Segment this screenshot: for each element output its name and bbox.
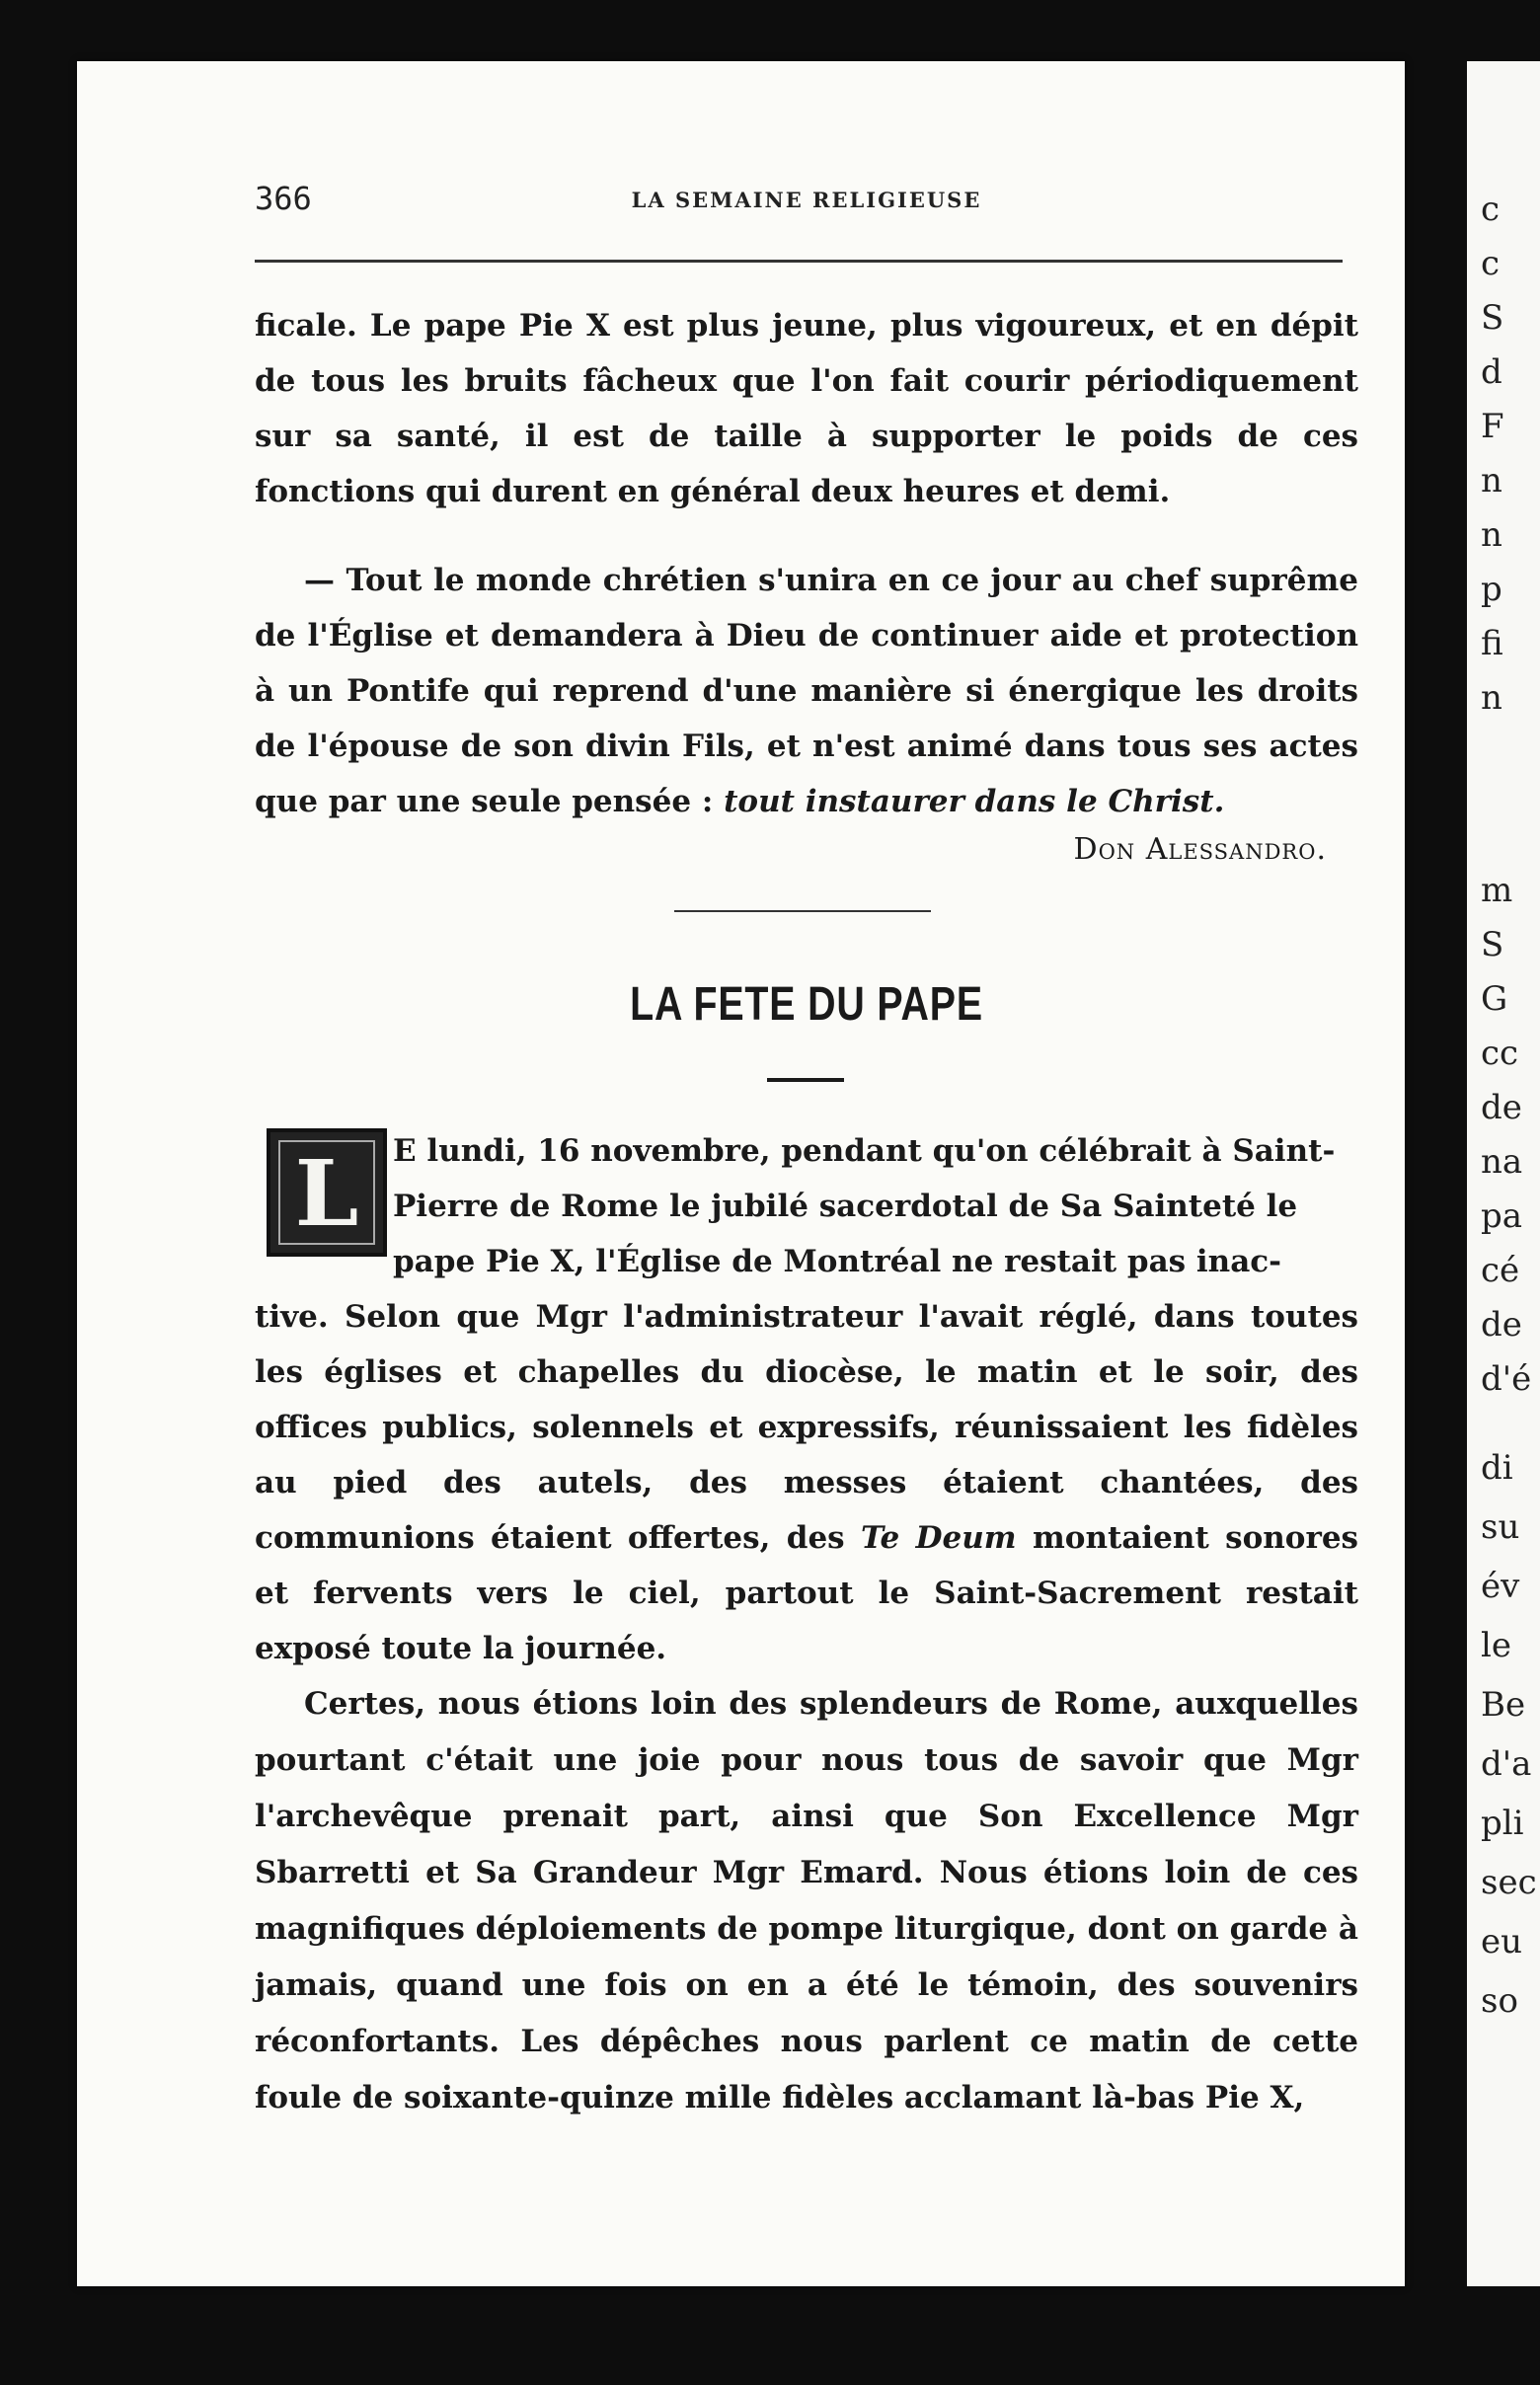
adjacent-page-fragment: m [1481,871,1513,910]
adjacent-page-fragment: na [1481,1142,1523,1182]
page-header [255,180,1358,239]
adjacent-page-fragment: cc [1481,1034,1519,1073]
adjacent-page-fragment: cé [1481,1251,1520,1290]
paragraph-3 [255,1123,1358,1676]
adjacent-page-fragment: pli [1481,1804,1524,1843]
paragraph-4: Certes, nous étions loin des splendeurs de Rome, auxquelles pourtant c'était une joie pour nous tous de savoir que Mgr l'archevêque prenait part, ainsi que Son Excellence Mgr Sbarretti et Sa Grandeur Mgr Emard. Nous étions loin de ces magnifiques déploiements de pompe liturgique, dont on garde à jamais, quand une fois on en a été le témoin, des souvenirs réconfortants. Les dépêches nous parlent ce matin de cette foule de soixante-quinze mille fidèles acclamant là-bas Pie X, [255,1686,1358,2116]
paragraph-3-italic: Te Deum [861,1520,1017,1556]
adjacent-page-fragment: di [1481,1448,1513,1488]
adjacent-page-fragment: fi [1481,624,1503,663]
paragraph-2-italic: tout instaurer dans le Christ. [724,784,1225,819]
paragraph-3-line-3: pape Pie X, l'Église de Montréal ne restait pas inac- [393,1244,1282,1279]
adjacent-page-edge [1467,61,1540,2286]
adjacent-page-fragment: n [1481,515,1502,555]
paragraph-3-rest [255,1289,1358,1676]
adjacent-page-fragment: d'é [1481,1359,1532,1399]
header-rule [255,260,1343,263]
adjacent-page-fragment: p [1481,570,1502,609]
paragraph-2 [255,553,1358,829]
paragraph-1: ficale. Le pape Pie X est plus jeune, plus vigoureux, et en dépit de tous les bruits fâcheux que l'on fait courir périodiquement sur sa santé, il est de taille à supporter le poids de ces fonctions qui durent en général deux heures et demi. [255,308,1358,509]
paragraph-3-text-b: montaient sonores et fervents vers le ciel, partout le Saint-Sacrement restait exposé toute la journée. [255,1520,1358,1666]
adjacent-page-fragment: év [1481,1567,1520,1606]
adjacent-page-fragment: F [1481,407,1504,446]
paragraph-3-text-a: tive. Selon que Mgr l'administrateur l'avait réglé, dans toutes les églises et chapelles du diocèse, le matin et le soir, des offices publics, solennels et expressifs, réunissaient les fidèles au pied des autels, des messes étaient chantées, des communions étaient offertes, des [255,1299,1358,1556]
running-title: LA SEMAINE RELIGIEUSE [631,188,982,212]
title-rule [767,1078,844,1082]
adjacent-page-fragment: eu [1481,1922,1523,1962]
adjacent-page-fragment: le [1481,1626,1511,1665]
adjacent-page-fragment: d'a [1481,1744,1532,1784]
adjacent-page-fragment: n [1481,461,1502,500]
adjacent-page-fragment: so [1481,1981,1518,2021]
page-number: 366 [255,180,312,217]
adjacent-page-fragment: d [1481,352,1502,392]
adjacent-page-fragment: n [1481,678,1502,718]
adjacent-page-fragment: de [1481,1305,1522,1345]
paragraph-3-line-1: E lundi, 16 novembre, pendant qu'on célébrait à Saint- [393,1133,1336,1169]
adjacent-page-fragment: S [1481,925,1504,964]
dropcap-letter: L [294,1140,359,1247]
paragraph-3-line-2: Pierre de Rome le jubilé sacerdotal de Sa Sainteté le [393,1189,1298,1224]
adjacent-page-fragment: Be [1481,1685,1526,1725]
section-divider [674,910,931,912]
signature: Don Alessandro. [1073,832,1327,867]
adjacent-page-fragment: c [1481,190,1501,229]
adjacent-page-fragment: pa [1481,1196,1523,1236]
adjacent-page-fragment: G [1481,979,1508,1019]
article-title: LA FETE DU PAPE [630,978,983,1031]
adjacent-page-fragment: c [1481,244,1501,283]
paragraph-2-text: — Tout le monde chrétien s'unira en ce jour au chef suprême de l'Église et demandera à Dieu de continuer aide et protection à un Pontife qui reprend d'une manière si énergique les droits de l'épouse de son divin Fils, et n'est animé dans tous ses actes que par une seule pensée : [255,563,1358,819]
adjacent-page-fragment: sec [1481,1863,1537,1902]
adjacent-page-fragment: su [1481,1507,1520,1547]
adjacent-page-fragment: de [1481,1088,1522,1127]
adjacent-page-fragment: S [1481,298,1504,338]
